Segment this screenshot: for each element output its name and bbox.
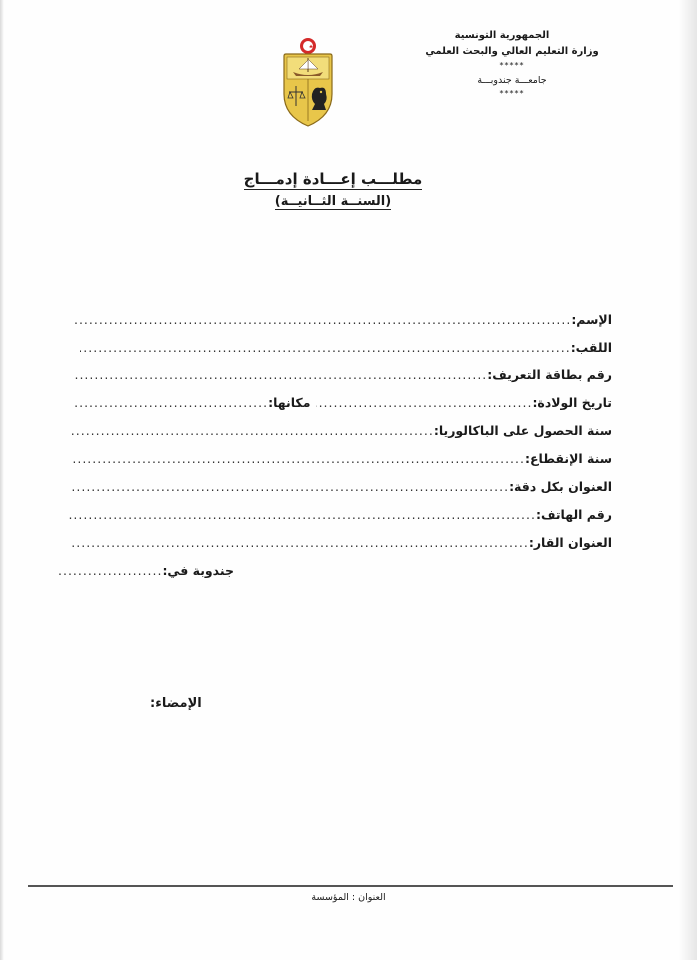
university-label: جامعـــة جندوبـــة <box>477 74 547 86</box>
field-birth[interactable] <box>72 395 612 410</box>
signature-label: الإمضاء: <box>150 696 202 711</box>
field-bac-year-label: سنة الحصول على الباكالوريا: <box>433 423 612 438</box>
field-name[interactable] <box>72 312 612 327</box>
dotted-line <box>72 395 268 410</box>
field-name-label: الإسم: <box>571 312 612 327</box>
field-phone-label: رقم الهاتف: <box>535 507 612 522</box>
field-bac-year[interactable] <box>72 423 612 438</box>
dotted-line <box>72 451 525 466</box>
field-id-card[interactable] <box>75 367 612 382</box>
dotted-line <box>72 312 571 327</box>
title-main: مطلـــب إعـــادة إدمـــاج <box>243 170 423 188</box>
field-id-card-label: رقم بطاقة التعريف: <box>487 367 612 382</box>
dotted-line <box>80 340 571 355</box>
stars-separator: ***** <box>499 88 525 98</box>
field-birth-place-label: مكانها: <box>268 395 311 410</box>
title-sub: (السنــة الثــانيــة) <box>274 194 392 209</box>
field-permanent-address-label: العنوان القار: <box>528 535 612 550</box>
field-birth-date-label: تاريخ الولادة: <box>532 395 612 410</box>
dotted-line <box>75 367 487 382</box>
field-dropout-year[interactable] <box>72 451 612 466</box>
dotted-line <box>316 395 532 410</box>
footer-divider <box>28 885 673 887</box>
dotted-line <box>69 507 536 522</box>
dotted-line <box>59 563 162 578</box>
dotted-line <box>72 479 509 494</box>
field-dropout-year-label: سنة الإنقطاع: <box>524 451 612 466</box>
field-surname[interactable] <box>80 340 612 355</box>
ministry-label: وزارة التعليم العالي والبحث العلمي <box>425 46 599 57</box>
footer-address: العنوان : المؤسسة <box>311 892 386 903</box>
field-address[interactable] <box>72 479 612 494</box>
field-phone[interactable] <box>69 507 612 522</box>
republic-label: الجمهورية التونسية <box>454 30 550 41</box>
field-place-date[interactable] <box>59 563 234 578</box>
field-place-date-label: جندوبة في: <box>162 563 234 578</box>
stars-separator: ***** <box>499 61 525 70</box>
field-surname-label: اللقب: <box>570 340 612 355</box>
field-address-label: العنوان بكل دقة: <box>509 479 612 494</box>
dotted-line <box>69 535 529 550</box>
dotted-line <box>72 423 434 438</box>
field-permanent-address[interactable] <box>69 535 612 550</box>
